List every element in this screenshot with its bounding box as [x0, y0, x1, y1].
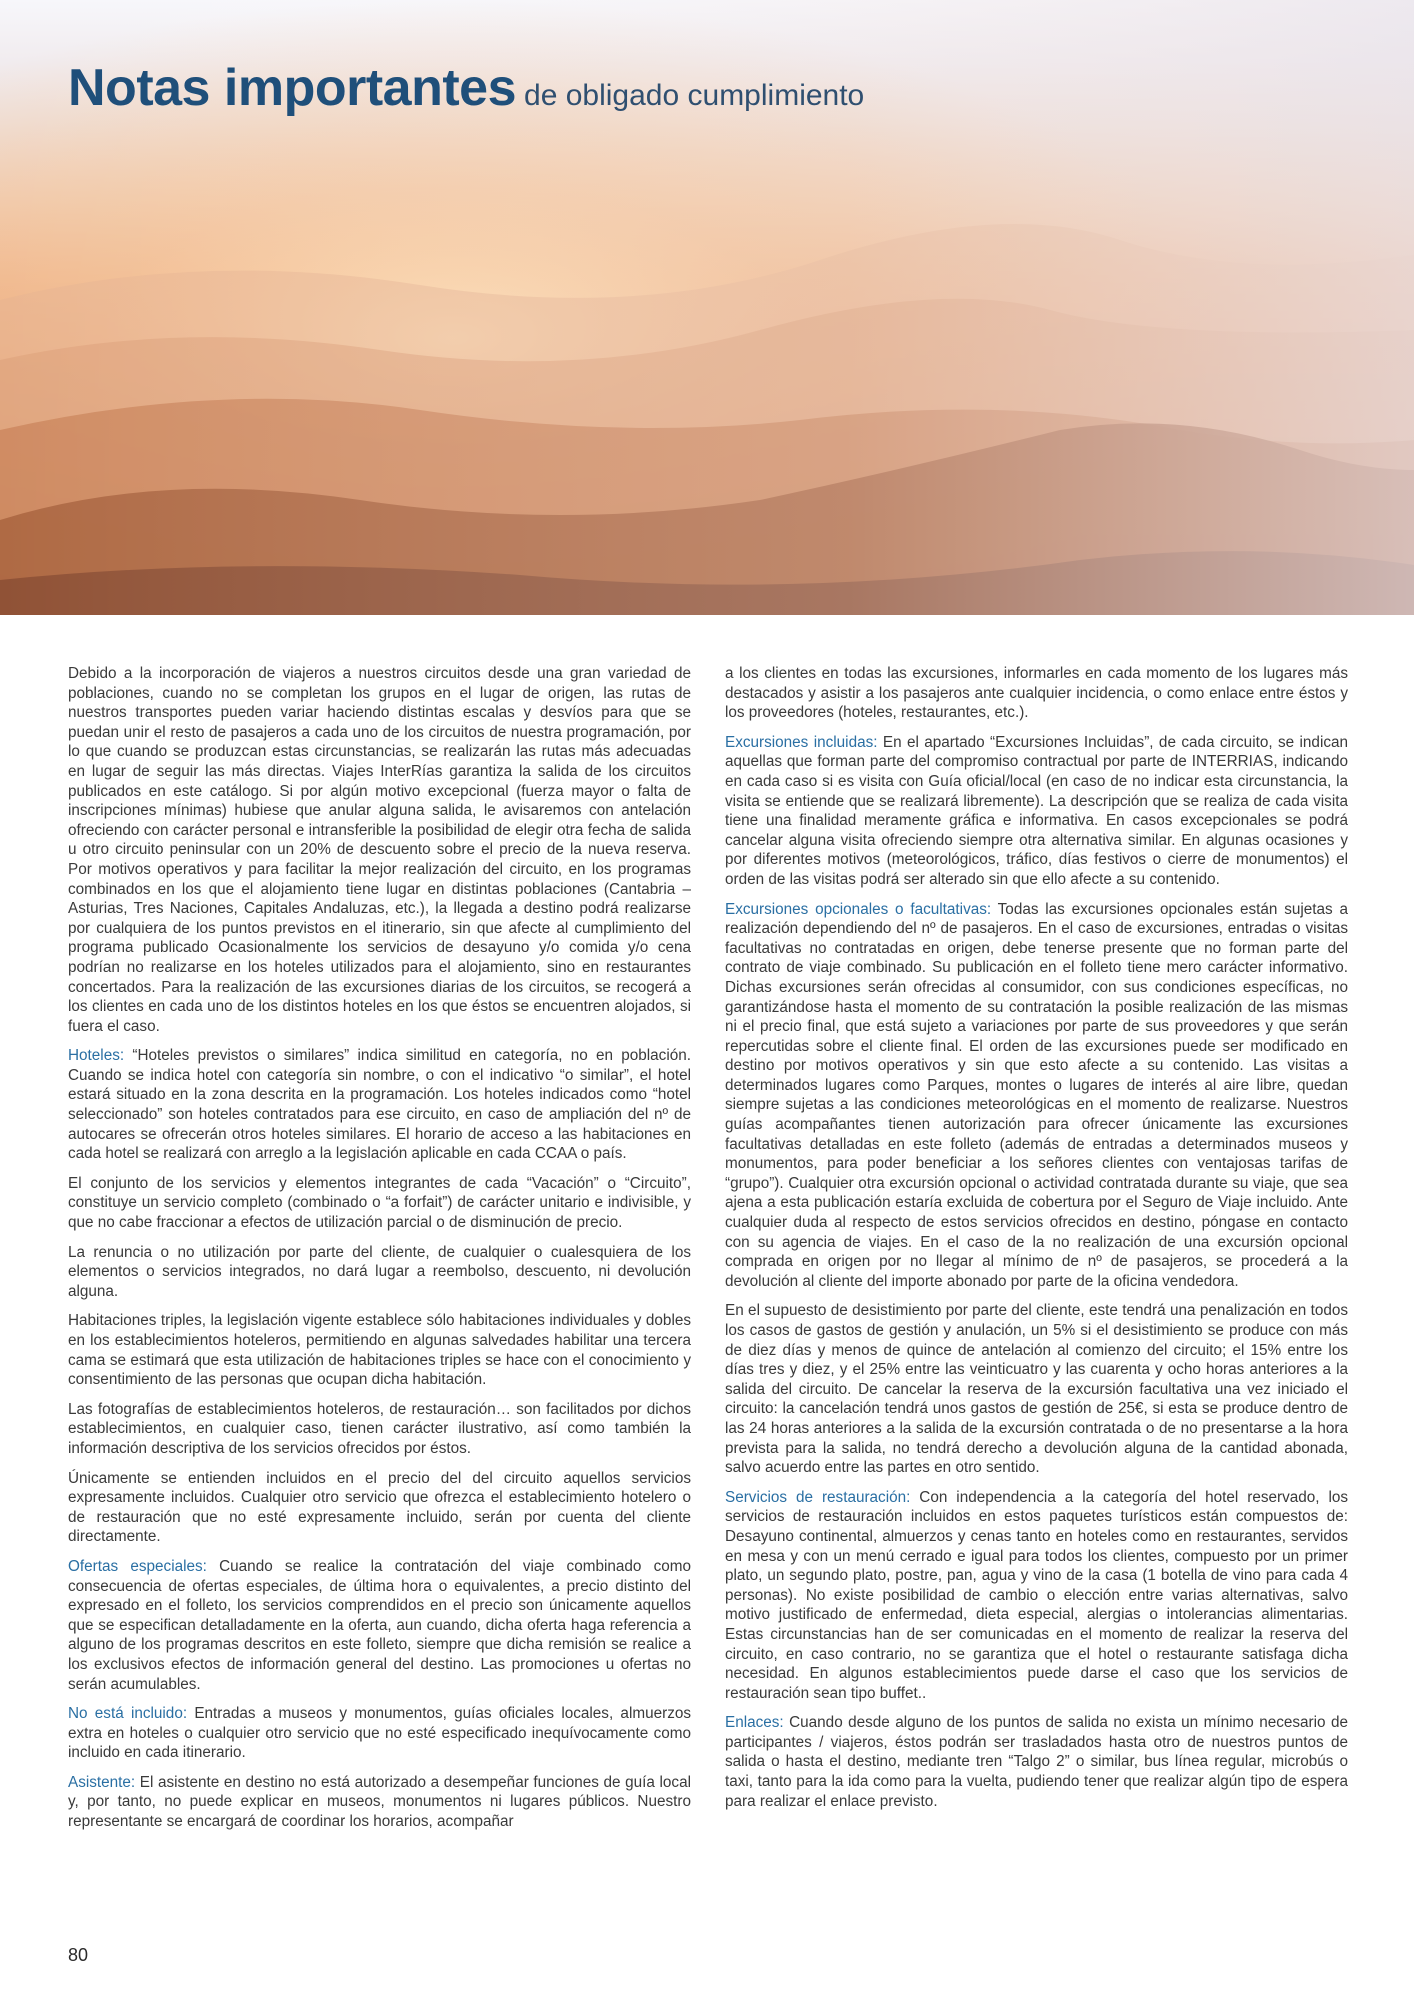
asistente-continuation-paragraph: a los clientes en todas las excursiones, informarles en cada momento de los lugares más destacados y asistir a los pasajeros ante cualquier incidencia, o como enlace entre éstos y los proveedores (hoteles, restaurantes, etc.).: [725, 665, 1348, 722]
hoteles-label: Hoteles:: [68, 1047, 125, 1065]
excursiones-opcionales-text: Todas las excursiones opcionales están sujetas a realización dependiendo del nº de pasajeros. En el caso de excursiones, entradas o visitas facultativas no contratadas en origen, debe tenerse presente que no forman parte del contrato de viaje combinado. Su publicación en el folleto tiene mero carácter informativo. Dichas excursiones serán ofrecidas al consumidor, con sus condiciones específicas, no garantizándose hasta el momento de su contratación la posible realización de las mismas ni el precio final, que está sujeto a variaciones por parte de sus proveedores y que serán repercutidas sobre el cliente final. El orden de las excursiones puede ser modificado en destino por motivos operativos y sin que esto afecte a su contenido. Las visitas a determinados lugares como Parques, montes o lugares de interés al aire libre, quedan siempre sujetas a las condiciones meteorológicas en el momento de realizarse. Nuestros guías acompañantes tienen autorización para ofrecer únicamente las excursiones facultativas detalladas en este folleto (además de entradas a determinados museos y monumentos, para poder beneficiar a los señores clientes con ventajosas tarifas de “grupo”). Cualquier otra excursión opcional o actividad contratada durante su viaje, que sea ajena a esta publicación estaría excluida de cobertura por el Seguro de Viaje incluido. Ante cualquier duda al respecto de estos servicios ofrecidos en destino, póngase en contacto con su agencia de viajes. En el caso de la no realización de una excursión opcional comprada en origen por no llegar al mínimo de nº de pasajeros, se procederá a la devolución al cliente del importe abonado por parte de la oficina vendedora.: [725, 900, 1348, 1290]
asistente-label: Asistente:: [68, 1773, 136, 1791]
ofertas-label: Ofertas especiales:: [68, 1557, 207, 1575]
desistimiento-paragraph: En el supuesto de desistimiento por parte del cliente, este tendrá una penalización en todos los casos de gastos de gestión y anulación, un 5% si el desistimiento se produce con más de diez días y menos de quince de antelación al comienzo del circuito; el 15% entre los días tres y diez, y el 25% entre las veinticuatro y las cuarenta y ocho horas anteriores a la salida del circuito. De cancelar la reserva de la excursión facultativa una vez iniciado el circuito: la cancelación tendrá unos gastos de gestión de 25€, si esta se produce dentro de las 24 horas anteriores a la salida de la excursión contratada o de no presentarse a la hora prevista para la salida, no tendrá derecho a devolución alguna de la cantidad abonada, salvo acuerdo entre las partes en otro sentido.: [725, 1302, 1348, 1477]
ofertas-text: Cuando se realice la contratación del viaje combinado como consecuencia de ofertas especiales, de última hora o equivalentes, a precio distinto del expresado en el folleto, los servicios comprendidos en el precio son únicamente aquellos que se especifican detalladamente en la oferta, aun cuando, dicha oferta haga referencia a alguno de los programas descritos en este folleto, siempre que dicha remisión se realice a los exclusivos efectos de información general del destino. Las promociones u ofertas no serán acumulables.: [68, 1557, 692, 1693]
hoteles-text: “Hoteles previstos o similares” indica similitud en categoría, no en población. Cuando se indica hotel con categoría sin nombre, o con el indicativo “o similar”, el hotel estará situado en la zona descrita en la programación. Los hoteles indicados como “hotel seleccionado” son hoteles contratados para ese circuito, en caso de ampliación del nº de autocares se ofrecerán otros hoteles similares. El horario de acceso a las habitaciones en cada hotel se realizará con arreglo a la legislación aplicable en cada CCAA o país.: [68, 1047, 691, 1163]
enlaces-paragraph: [725, 1713, 1348, 1811]
habitaciones-triples-paragraph: Habitaciones triples, la legislación vigente establece sólo habitaciones individuales y dobles en los establecimientos hoteleros, permitiendo en algunas salvedades habilitar una tercera cama se estimará que esta utilización de habitaciones triples se hace con el conocimiento y consentimiento de las personas que ocupan dicha habitación.: [68, 1312, 691, 1389]
excursiones-incluidas-text: En el apartado “Excursiones Incluidas”, de cada circuito, se indican aquellas que forman parte del compromiso contractual por parte de INTERRIAS, indicando en cada caso si es visita con Guía oficial/local (en caso de no indicar esta circunstancia, la visita se entiende que se realizará libremente). La descripción que se realiza de cada visita tiene una finalidad meramente gráfica e informativa. En casos excepcionales se podrá cancelar alguna visita ofreciendo siempre otra alternativa similar. En algunas ocasiones y por diferentes motivos (meteorológicos, tráfico, días festivos o cierre de monumentos) el orden de las visitas podrá ser alterado sin que ello afecte a su contenido.: [725, 733, 1349, 888]
no-incluido-label: No está incluido:: [68, 1705, 188, 1723]
servicios-incluidos-paragraph: Únicamente se entienden incluidos en el precio del del circuito aquellos servicios expresamente incluidos. Cualquier otro servicio que ofrezca el establecimiento hotelero o de restauración que no esté expresamente incluido, serán por cuenta del cliente directamente.: [68, 1469, 691, 1546]
page-title: Notas importantes: [68, 59, 517, 117]
page-subtitle: de obligado cumplimiento: [524, 79, 865, 112]
page-header: [68, 58, 864, 118]
restauracion-text: Con independencia a la categoría del hotel reservado, los servicios de restauración incluidos en estos paquetes turísticos están compuestos de: Desayuno continental, almuerzos y cenas tanto en hoteles como en restaurantes, servidos en mesa y con un menú cerrado e igual para todos los clientes, compuesto por un primer plato, un segundo plato, postre, pan, agua y vino de la casa (1 botella de vino para cada 4 personas). No existe posibilidad de cambio o elección entre varias alternativas, salvo motivo justificado de enfermedad, dieta especial, alergias o intolerancias alimentarias. Estas circunstancias han de ser comunicadas en el momento de realizar la reserva del circuito, en caso contrario, no se garantiza que el hotel o restaurante satisfaga dicha necesidad. En algunos establecimientos puede darse el caso que los servicios de restauración sean tipo buffet..: [725, 1488, 1348, 1702]
page-number: 80: [68, 1945, 89, 1965]
excursiones-incluidas-label: Excursiones incluidas:: [725, 733, 878, 751]
renuncia-paragraph: La renuncia o no utilización por parte del cliente, de cualquier o cualesquiera de los elementos o servicios integrados, no dará lugar a reembolso, descuento, ni devolución alguna.: [68, 1243, 691, 1300]
right-text-column: [725, 664, 1348, 1821]
asistente-paragraph: [68, 1773, 691, 1832]
hoteles-paragraph: [68, 1046, 691, 1164]
fotografias-paragraph: Las fotografías de establecimientos hoteleros, de restauración… son facilitados por dichos establecimientos, en cualquier caso, tienen carácter ilustrativo, así como también la información descriptiva de los servicios ofrecidos por éstos.: [68, 1400, 691, 1457]
restauracion-label: Servicios de restauración:: [725, 1488, 911, 1506]
excursiones-opcionales-paragraph: [725, 900, 1348, 1292]
excursiones-incluidas-paragraph: [725, 733, 1348, 890]
no-incluido-paragraph: [68, 1704, 691, 1763]
left-text-column: [68, 664, 691, 1842]
excursiones-opcionales-label: Excursiones opcionales o facultativas:: [725, 900, 992, 918]
asistente-text: El asistente en destino no está autorizado a desempeñar funciones de guía local y, por tanto, no puede explicar en museos, monumentos ni lugares públicos. Nuestro representante se encargará de coordinar los horarios, acompañar: [68, 1773, 691, 1831]
restauracion-paragraph: [725, 1488, 1348, 1704]
conjunto-servicios-paragraph: El conjunto de los servicios y elementos integrantes de cada “Vacación” o “Circuito”, constituye un servicio completo (combinado o “a forfait”) de carácter unitario e indivisible, y que no cabe fraccionar a efectos de utilización parcial o de disminución de precio.: [68, 1174, 691, 1232]
ofertas-paragraph: [68, 1557, 691, 1694]
enlaces-label: Enlaces:: [725, 1714, 784, 1732]
enlaces-text: Cuando desde alguno de los puntos de salida no exista un mínimo necesario de participantes / viajeros, éstos podrán ser trasladados hasta otro de nuestros puntos de salida o hasta el destino, mediante tren “Talgo 2” o similar, bus línea regular, microbús o taxi, tanto para la ida como para la vuelta, pudiendo tener que realizar algún tipo de espera para realizar el enlace previsto.: [725, 1714, 1348, 1810]
intro-paragraph: Debido a la incorporación de viajeros a nuestros circuitos desde una gran variedad de poblaciones, cuando no se completan los grupos en el lugar de origen, las rutas de nuestros transportes pueden variar haciendo distintas escalas y desvíos para que se puedan unir el resto de pasajeros a cada uno de los circuitos de nuestra programación, por lo que cuando se produzcan estas circunstancias, se realizarán las rutas más adecuadas en lugar de seguir las más directas. Viajes InterRías garantiza la salida de los circuitos publicados en este catálogo. Si por algún motivo excepcional (fuerza mayor o falta de inscripciones mínimas) hubiese que anular alguna salida, le avisaremos con antelación ofreciendo con carácter personal e intransferible la posibilidad de elegir otra fecha de salida u otro circuito peninsular con un 20% de descuento sobre el precio de la nueva reserva. Por motivos operativos y para facilitar la mejor realización del circuito, en los programas combinados en los que el alojamiento tiene lugar en distintas poblaciones (Cantabria – Asturias, Tres Naciones, Capitales Andaluzas, etc.), la llegada a destino podrá realizarse por cualquiera de los puntos previstos en el itinerario, sin que afecte al cumplimiento del programa publicado Ocasionalmente los servicios de desayuno y/o comida y/o cena podrían no realizarse en los hoteles utilizados para el alojamiento, sino en restaurantes concertados. Para la realización de las excursiones diarias de los circuitos, se recogerá a los clientes en cada uno de los distintos hoteles en los que éstos se encuentren alojados, si fuera el caso.: [68, 665, 691, 1035]
no-incluido-text: Entradas a museos y monumentos, guías oficiales locales, almuerzos extra en hoteles o cualquier otro servicio que no esté especificado inequívocamente como incluido en cada itinerario.: [68, 1705, 691, 1762]
